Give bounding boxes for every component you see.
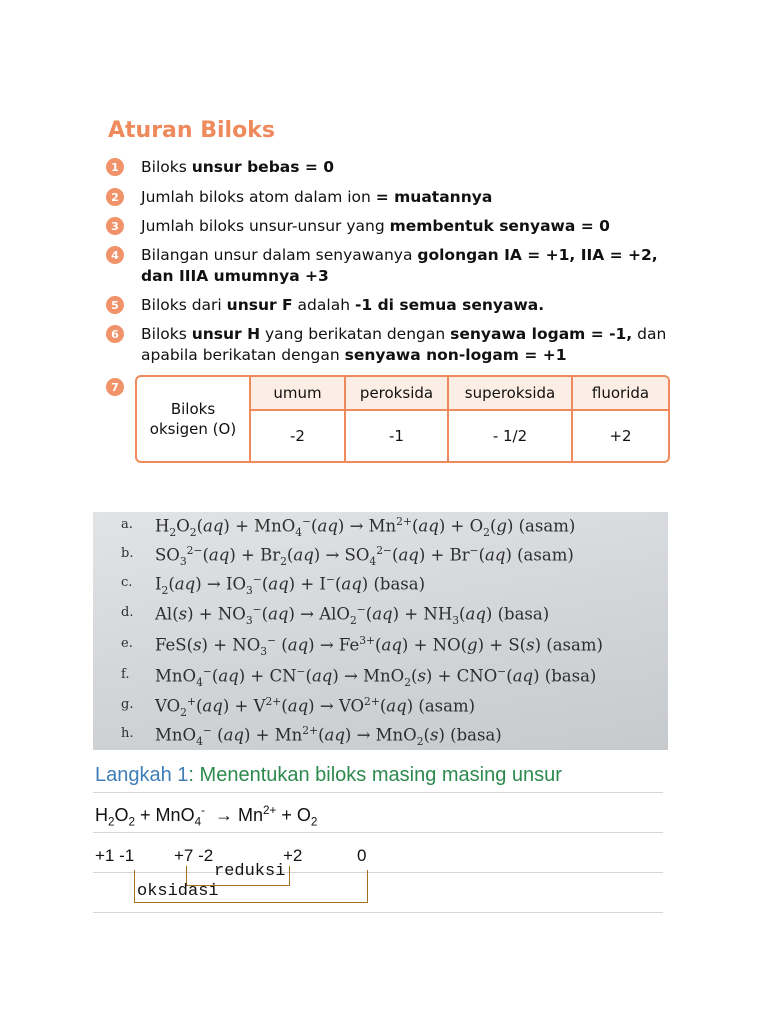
rule-number: 3 (106, 217, 124, 235)
reaction-equation: $H_2O_2(aq) + MnO_4^-(aq) \to Mn^{2+}(aq) + O_2(g)$ (asam) (155, 515, 576, 539)
reaction-equation: $SO_3^{2-}(aq) + Br_2(aq) \to SO_4^{2-}(aq) + Br^-(aq)$ (asam) (155, 544, 574, 568)
reaction-equation: $Al(s) + NO_3^-(aq) \to AlO_2^-(aq) + NH_3(aq)$ (basa) (155, 603, 550, 627)
header-fluorida: fluorida (573, 377, 668, 409)
reaction-label: d. (121, 605, 134, 620)
reaction-label: b. (121, 546, 134, 561)
reaction-label: f. (121, 667, 130, 682)
rule-text: Bilangan unsur dalam senyawanya golongan IA = +1, IIA = +2, dan IIIA umumnya +3 (141, 246, 658, 285)
ox-state-mno4: +7 -2 (174, 846, 214, 865)
reaction-equation: $I_2(aq) \to IO_3^-(aq) + I^-(aq)$ (basa) (155, 573, 426, 597)
rule-7-number: 7 (106, 378, 124, 396)
value-fluorida: +2 (609, 427, 632, 445)
reduksi-label: reduksi (214, 862, 286, 881)
reactions-photo (93, 512, 668, 750)
row-label-line1: Biloks (170, 400, 216, 418)
rule-number: 1 (106, 158, 124, 176)
rule-number: 4 (106, 246, 124, 264)
row-label-line2: oksigen (O) (149, 420, 237, 438)
ox-state-h2o2: +1 -1 (95, 846, 135, 865)
ox-state-mn: +2 (283, 846, 303, 865)
reaction-equation: $FeS(s) + NO_3^-$ $(aq) \to Fe^{3+}(aq) + NO(g) + S(s)$ (asam) (155, 634, 603, 658)
reaction-label: h. (121, 726, 134, 741)
value-peroksida: -1 (389, 427, 404, 445)
reaction-label: c. (121, 575, 133, 590)
table-row-label (137, 377, 249, 461)
oxygen-table (135, 375, 670, 463)
ox-state-o2: 0 (357, 846, 367, 865)
reaction-label: e. (121, 636, 133, 651)
step1-title (95, 764, 562, 787)
rules-title: Aturan Biloks (108, 118, 275, 143)
header-umum: umum (251, 377, 344, 409)
reaction-equation: $VO_2^+(aq) + V^{2+}(aq) \to VO^{2+}(aq)$ (asam) (155, 695, 476, 719)
rule-text: Biloks unsur bebas = 0 (141, 158, 335, 176)
rule-number: 5 (106, 296, 124, 314)
oksidasi-label: oksidasi (137, 882, 219, 901)
step1-title-prefix: Langkah 1 (95, 764, 189, 786)
rule-number: 2 (106, 188, 124, 206)
rule-text: Jumlah biloks unsur-unsur yang membentuk senyawa = 0 (141, 217, 610, 235)
reaction-equation: MnO$_4$− $(aq) + Mn^{2+}(aq) \to MnO_2(s)$ (basa) (155, 724, 502, 748)
rule-number: 6 (106, 325, 124, 343)
rule-text: Biloks unsur H yang berikatan dengan senyawa logam = -1, dan apabila berikatan dengan senyawa non-logam = +1 (141, 325, 667, 364)
rule-text: Biloks dari unsur F adalah -1 di semua senyawa. (141, 296, 545, 314)
reaction-equation: MnO$_4$−(aq) + CN−(aq) → MnO$_2$(s) + CNO−(aq) (basa) (155, 665, 597, 689)
step1-equation: $H_2O_2 + MnO_4^- \to Mn^{2+} + O_2$ (95, 804, 318, 829)
reaction-label: a. (121, 517, 133, 532)
header-peroksida: peroksida (346, 377, 447, 409)
step1-title-rest: : Menentukan biloks masing masing unsur (188, 764, 562, 786)
reaction-label: g. (121, 697, 134, 712)
value-superoksida: - 1/2 (492, 427, 528, 445)
rule-text: Jumlah biloks atom dalam ion = muatannya (141, 188, 493, 206)
header-superoksida: superoksida (449, 377, 571, 409)
value-umum: -2 (290, 427, 305, 445)
